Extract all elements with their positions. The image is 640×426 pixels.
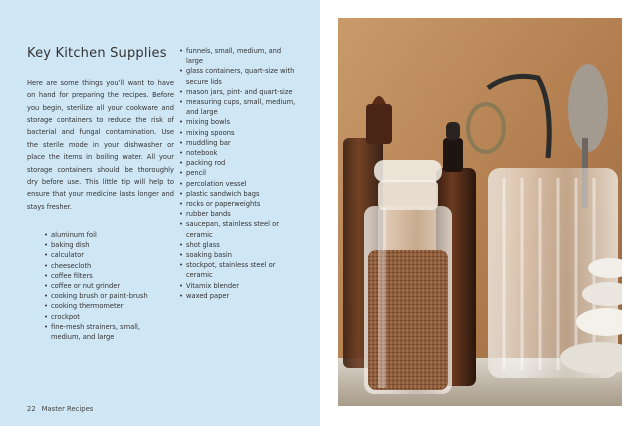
list-item: • cooking brush or paint-brush (44, 291, 160, 301)
right-page (338, 0, 640, 426)
list-item: • soaking basin (179, 250, 299, 260)
list-item: • rubber bands (179, 209, 299, 219)
list-item: • calculator (44, 250, 160, 260)
intro-paragraph: Here are some things you'll want to have on hand for preparing the recipes. Before you begin, sterilize all your cookware and storage containers to reduce the risk of bacterial and fungal contamination. Use the sterile mode in your dishwasher or place the items in boiling water. All your storage containers should be thoroughly dry before use. This little tip will help to ensure that your medicine lasts longer and stays fresher. (27, 78, 174, 211)
list-item: • notebook (179, 148, 299, 158)
list-item: • mixing bowls (179, 117, 299, 127)
list-item: • shot glass (179, 240, 299, 250)
list-item: • coffee or nut grinder (44, 281, 160, 291)
list-item: • cooking thermometer (44, 301, 160, 311)
list-item: • plastic sandwich bags (179, 189, 299, 199)
list-item: • waxed paper (179, 291, 299, 301)
photo-illustration (338, 18, 622, 406)
list-item: • mixing spoons (179, 128, 299, 138)
list-item: • crockpot (44, 312, 160, 322)
list-item: • cheesecloth (44, 261, 160, 271)
list-item: • measuring cups, small, medium, and large (179, 97, 299, 117)
list-item: • mason jars, pint- and quart-size (179, 87, 299, 97)
supplies-list-left (44, 230, 160, 342)
list-item: • aluminum foil (44, 230, 160, 240)
list-item: • stockpot, stainless steel or ceramic (179, 260, 299, 280)
page-footer (27, 405, 93, 413)
gutter (320, 0, 338, 426)
list-item: • fine-mesh strainers, small, medium, and large (44, 322, 160, 342)
list-item: • glass containers, quart-size with secure lids (179, 66, 299, 86)
list-item: • percolation vessel (179, 179, 299, 189)
list-item: • saucepan, stainless steel or ceramic (179, 219, 299, 239)
supplies-list-right (179, 46, 299, 301)
list-item: • rocks or paperweights (179, 199, 299, 209)
kitchen-supplies-photo (338, 18, 622, 406)
list-item: • funnels, small, medium, and large (179, 46, 299, 66)
list-item: • coffee filters (44, 271, 160, 281)
list-item: • Vitamix blender (179, 281, 299, 291)
page-title: Key Kitchen Supplies (27, 45, 167, 61)
list-item: • packing rod (179, 158, 299, 168)
list-item: • muddling bar (179, 138, 299, 148)
list-item: • baking dish (44, 240, 160, 250)
page-number: 22 (27, 405, 36, 413)
list-item: • pencil (179, 168, 299, 178)
section-name: Master Recipes (41, 405, 94, 413)
